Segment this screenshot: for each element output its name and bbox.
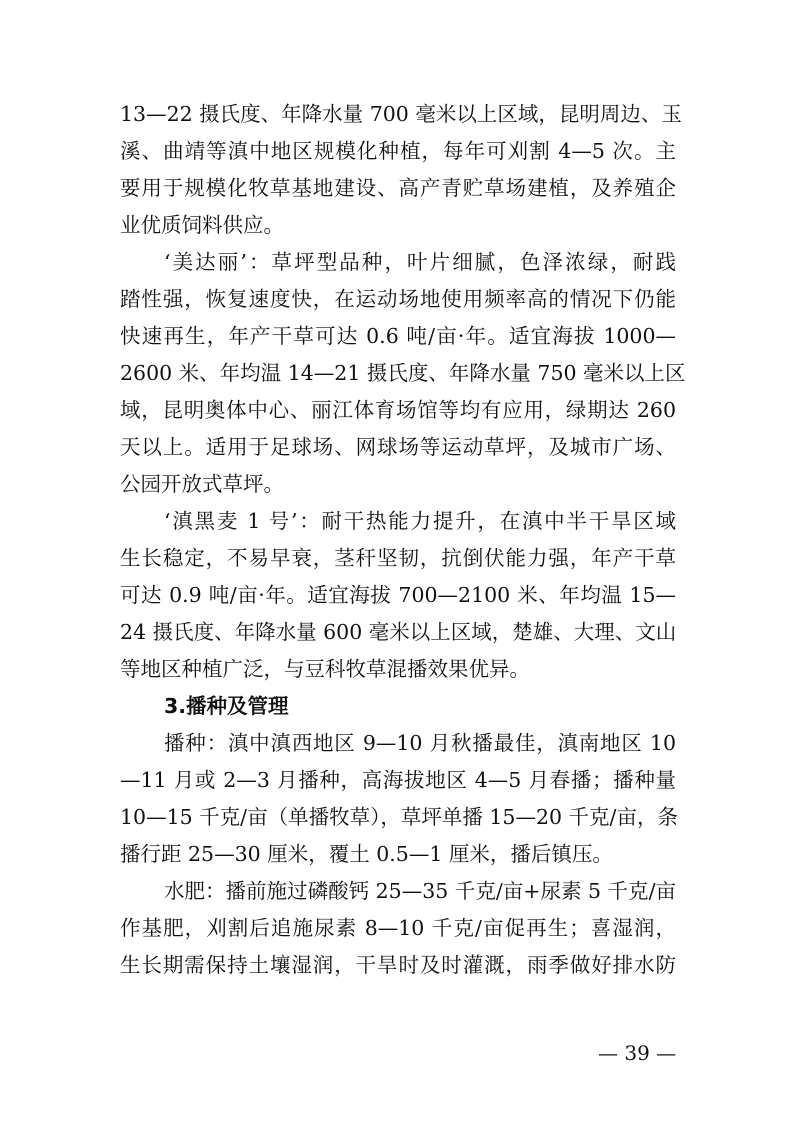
text-line: 播行距 25—30 厘米，覆土 0.5—1 厘米，播后镇压。 <box>120 842 613 866</box>
text-line: 踏性强，恢复速度快，在运动场地使用频率高的情况下仍能 <box>120 287 676 311</box>
text-line: —11 月或 2—3 月播种，高海拔地区 4—5 月春播；播种量 <box>120 768 676 792</box>
text-line: 公园开放式草坪。 <box>120 472 284 496</box>
paragraph-start-water-fertilizer: 水肥：播前施过磷酸钙 25—35 千克/亩+尿素 5 千克/亩 <box>164 879 676 903</box>
text-line: 生长期需保持土壤湿润，干旱时及时灌溉，雨季做好排水防 <box>120 953 676 977</box>
text-line: 等地区种植广泛，与豆科牧草混播效果优异。 <box>120 657 530 681</box>
paragraph-start-dianheimai: ‘滇黑麦 1 号’：耐干热能力提升，在滇中半干旱区域 <box>164 509 676 533</box>
text-line: 业优质饲料供应。 <box>120 213 284 237</box>
text-line: 24 摄氏度、年降水量 600 毫米以上区域，楚雄、大理、文山 <box>120 620 677 644</box>
text-line: 10—15 千克/亩（单播牧草），草坪单播 15—20 千克/亩，条 <box>120 805 678 829</box>
paragraph-start-sowing: 播种：滇中滇西地区 9—10 月秋播最佳，滇南地区 10 <box>164 731 676 755</box>
text-line: 快速再生，年产干草可达 0.6 吨/亩·年。适宜海拔 1000— <box>120 324 676 348</box>
text-line: 13—22 摄氏度、年降水量 700 毫米以上区域，昆明周边、玉 <box>120 102 682 126</box>
text-line: 可达 0.9 吨/亩·年。适宜海拔 700—2100 米、年均温 15— <box>120 583 676 607</box>
section-heading: 3.播种及管理 <box>164 694 289 718</box>
text-line: 作基肥，刈割后追施尿素 8—10 千克/亩促再生；喜湿润， <box>120 916 676 940</box>
text-line: 溪、曲靖等滇中地区规模化种植，每年可刈割 4—5 次。主 <box>120 139 676 163</box>
text-line: 天以上。适用于足球场、网球场等运动草坪，及城市广场、 <box>120 435 676 459</box>
text-line: 2600 米、年均温 14—21 摄氏度、年降水量 750 毫米以上区 <box>120 361 686 385</box>
paragraph-start-meidali: ‘美达丽’：草坪型品种，叶片细腻，色泽浓绿，耐践 <box>164 250 676 274</box>
text-line: 要用于规模化牧草基地建设、高产青贮草场建植，及养殖企 <box>120 176 676 200</box>
text-line: 域，昆明奥体中心、丽江体育场馆等均有应用，绿期达 260 <box>120 398 676 422</box>
page-number: — 39 — <box>598 1041 677 1065</box>
text-line: 生长稳定，不易早衰，茎秆坚韧，抗倒伏能力强，年产干草 <box>120 546 676 570</box>
